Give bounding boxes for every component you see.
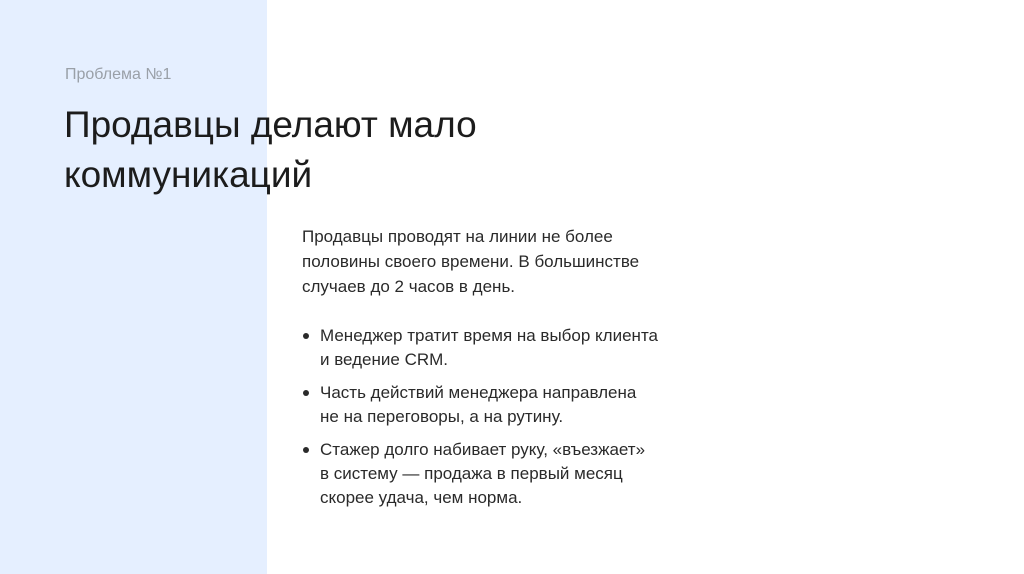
slide-title-line: Продавцы делают мало [64, 104, 477, 145]
intro-line: Продавцы проводят на линии не более [302, 227, 613, 246]
side-panel [0, 0, 267, 574]
bullet-dot-icon [303, 390, 309, 396]
bullet-line: скорее удача, чем норма. [320, 488, 523, 507]
bullet-line: Часть действий менеджера направлена [320, 383, 637, 402]
bullet-dot-icon [303, 447, 309, 453]
bullet-line: Менеджер тратит время на выбор клиента [320, 326, 658, 345]
intro-line: половины своего времени. В большинстве [302, 252, 640, 271]
intro-line: случаев до 2 часов в день. [302, 277, 516, 296]
bullet-line: в систему — продажа в первый месяц [320, 464, 623, 483]
bullet-line: и ведение CRM. [320, 350, 449, 369]
bullet-item [302, 438, 732, 510]
bullet-line: не на переговоры, а на рутину. [320, 407, 564, 426]
bullet-list [302, 324, 732, 510]
slide-title [64, 100, 664, 200]
intro-paragraph [302, 224, 732, 299]
bullet-item [302, 324, 732, 372]
slide-title-line: коммуникаций [64, 154, 313, 195]
bullet-line: Стажер долго набивает руку, «въезжает» [320, 440, 646, 459]
problem-label: Проблема №1 [65, 66, 172, 83]
bullet-item [302, 381, 732, 429]
bullet-dot-icon [303, 333, 309, 339]
